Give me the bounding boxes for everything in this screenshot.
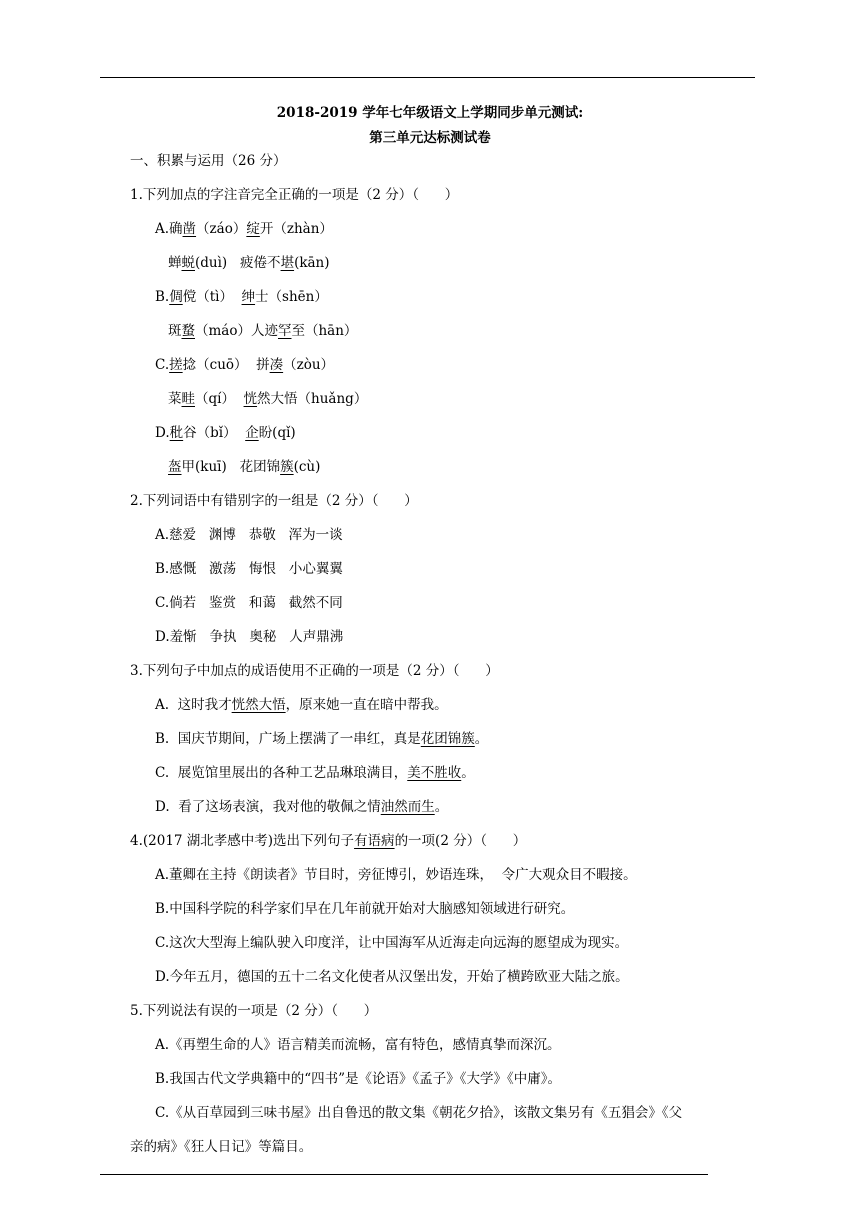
footer-rule [100,1174,708,1175]
q1-option-a-line2: 蝉蜕(duì) 疲倦不堪(kān) [168,255,330,271]
q2-option-d: D.羞惭 争执 奥秘 人声鼎沸 [155,629,344,645]
q5-option-a: A.《再塑生命的人》语言精美而流畅，富有特色，感情真挚而深沉。 [155,1037,561,1053]
q4-option-d: D.今年五月，德国的五十二名文化使者从汉堡出发，开始了横跨欧亚大陆之旅。 [155,969,629,985]
q3-option-a: A. 这时我才恍然大悟，原来她一直在暗中帮我。 [155,697,448,713]
q3-option-d: D. 看了这场表演，我对他的敬佩之情油然而生。 [155,799,449,815]
q5-option-b: B.我国古代文学典籍中的“四书”是《论语》《孟子》《大学》《中庸》。 [155,1071,562,1087]
q2-option-c: C.倘若 鉴赏 和蔼 截然不同 [155,595,343,611]
q2-option-b: B.感慨 激荡 悔恨 小心翼翼 [155,561,343,577]
q1-option-a-line1: A.确凿（záo）绽开（zhàn） [155,221,333,237]
q4-option-b: B.中国科学院的科学家们早在几年前就开始对大脑感知领域进行研究。 [155,901,575,917]
q5-option-c-line1: C.《从百草园到三味书屋》出自鲁迅的散文集《朝花夕拾》，该散文集另有《五猖会》《父 [155,1105,683,1121]
q4-stem: 4.(2017 湖北孝感中考)选出下列句子有语病的一项(2 分）（ ） [130,833,527,849]
q1-option-c-line1: C.搓捻（cuō） 拼凑（zòu） [155,357,335,373]
q2-stem: 2.下列词语中有错别字的一组是（2 分）（ ） [130,493,418,509]
q5-option-c-line2: 亲的病》《狂人日记》等篇目。 [130,1139,313,1155]
q1-option-d-line1: D.秕谷（bǐ） 企盼(qǐ) [155,425,296,441]
q1-option-c-line2: 菜畦（qí） 恍然大悟（huǎng） [168,391,368,407]
q1-stem: 1.下列加点的字注音完全正确的一项是（2 分）（ ） [130,187,459,203]
q1-option-b-line1: B.倜傥（tì） 绅士（shēn） [155,289,328,305]
q1-option-d-line2: 盔甲(kuī) 花团锦簇(cù) [168,459,321,475]
header-rule [100,77,755,78]
doc-title-line1: 2018-2019 学年七年级语文上学期同步单元测试: [276,105,584,121]
q4-option-a: A.董卿在主持《朗读者》节目时，旁征博引，妙语连珠， 令广大观众目不暇接。 [155,867,637,883]
q3-option-c: C. 展览馆里展出的各种工艺品琳琅满目，美不胜收。 [155,765,475,781]
q1-option-b-line2: 斑蝥（máo）人迹罕至（hān） [168,323,358,339]
doc-title-line2: 第三单元达标测试卷 [369,130,491,146]
q2-option-a: A.慈爱 渊博 恭敬 浑为一谈 [155,527,343,543]
q5-stem: 5.下列说法有误的一项是（2 分）（ ） [130,1003,378,1019]
q4-option-c: C.这次大型海上编队驶入印度洋，让中国海军从近海走向远海的愿望成为现实。 [155,935,629,951]
q3-stem: 3.下列句子中加点的成语使用不正确的一项是（2 分）（ ） [130,663,499,679]
q3-option-b: B. 国庆节期间，广场上摆满了一串红，真是花团锦簇。 [155,731,489,747]
section-heading: 一、积累与运用（26 分） [130,153,287,169]
